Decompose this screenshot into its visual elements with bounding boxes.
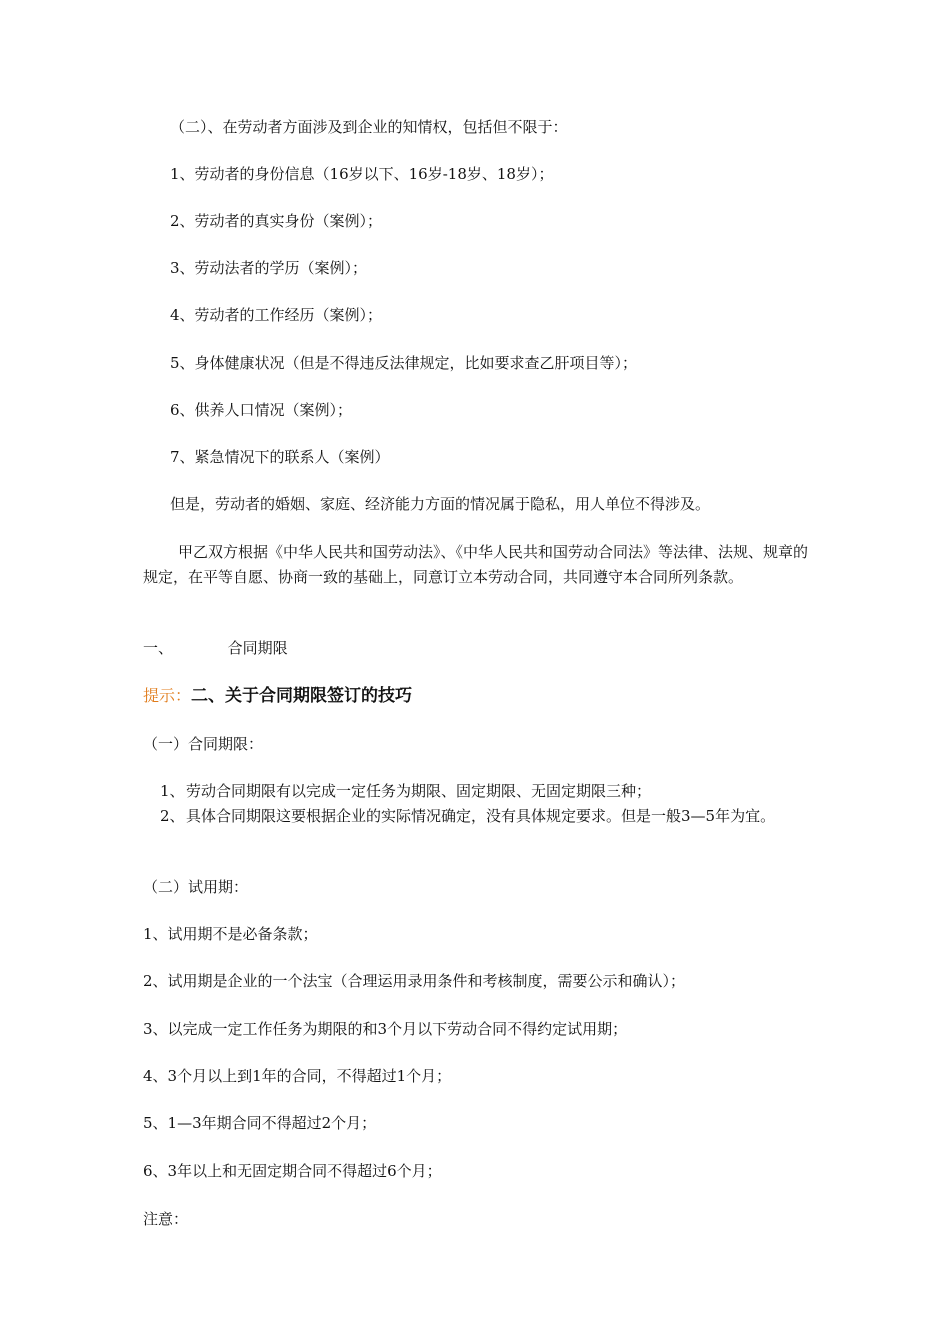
probation-heading: （二）试用期： — [143, 878, 249, 896]
clause-number: 一、 — [143, 639, 174, 657]
tip-heading — [143, 683, 412, 709]
term-item-number: 1、 — [160, 782, 185, 800]
rights-item: 2、劳动者的真实身份（案例）； — [170, 212, 383, 230]
tip-title: 二、关于合同期限签订的技巧 — [191, 686, 413, 706]
probation-item: 5、1—3年期合同不得超过2个月； — [143, 1114, 377, 1132]
probation-item: 3、以完成一定工作任务为期限的和3个月以下劳动合同不得约定试用期； — [143, 1020, 628, 1038]
contract-paragraph: 甲乙双方根据《中华人民共和国劳动法》、《中华人民共和国劳动合同法》等法律、法规、规章的规定，在平等自愿、协商一致的基础上，同意订立本劳动合同，共同遵守本合同所列条款。 — [143, 543, 809, 586]
term-item-text: 劳动合同期限有以完成一定任务为期限、固定期限、无固定期限三种； — [186, 782, 652, 800]
note-label: 注意： — [143, 1210, 189, 1228]
probation-item: 6、3年以上和无固定期合同不得超过6个月； — [143, 1162, 442, 1180]
clause-one — [143, 637, 288, 659]
term-item-text: 具体合同期限这要根据企业的实际情况确定，没有具体规定要求。但是一般3—5年为宜。 — [186, 807, 776, 825]
probation-item: 2、试用期是企业的一个法宝（合理运用录用条件和考核制度，需要公示和确认）； — [143, 972, 686, 990]
rights-item: 4、劳动者的工作经历（案例）； — [170, 306, 383, 324]
term-heading: （一）合同期限： — [143, 735, 264, 753]
rights-item: 3、劳动法者的学历（案例）； — [170, 259, 368, 277]
rights-item: 6、供养人口情况（案例）； — [170, 401, 353, 419]
clause-title: 合同期限 — [227, 639, 288, 657]
tip-label: 提示： — [143, 686, 192, 705]
rights-item: 1、劳动者的身份信息（16岁以下、16岁-18岁、18岁）； — [170, 165, 554, 183]
term-item-number: 2、 — [160, 807, 185, 825]
rights-item: 7、紧急情况下的联系人（案例） — [170, 448, 390, 466]
probation-item: 4、3个月以上到1年的合同，不得超过1个月； — [143, 1067, 452, 1085]
section-two-heading: （二）、在劳动者方面涉及到企业的知情权，包括但不限于： — [170, 118, 568, 136]
privacy-note: 但是，劳动者的婚姻、家庭、经济能力方面的情况属于隐私，用人单位不得涉及。 — [170, 495, 711, 513]
rights-item: 5、身体健康状况（但是不得违反法律规定，比如要求查乙肝项目等）； — [170, 354, 638, 372]
probation-item: 1、试用期不是必备条款； — [143, 925, 318, 943]
